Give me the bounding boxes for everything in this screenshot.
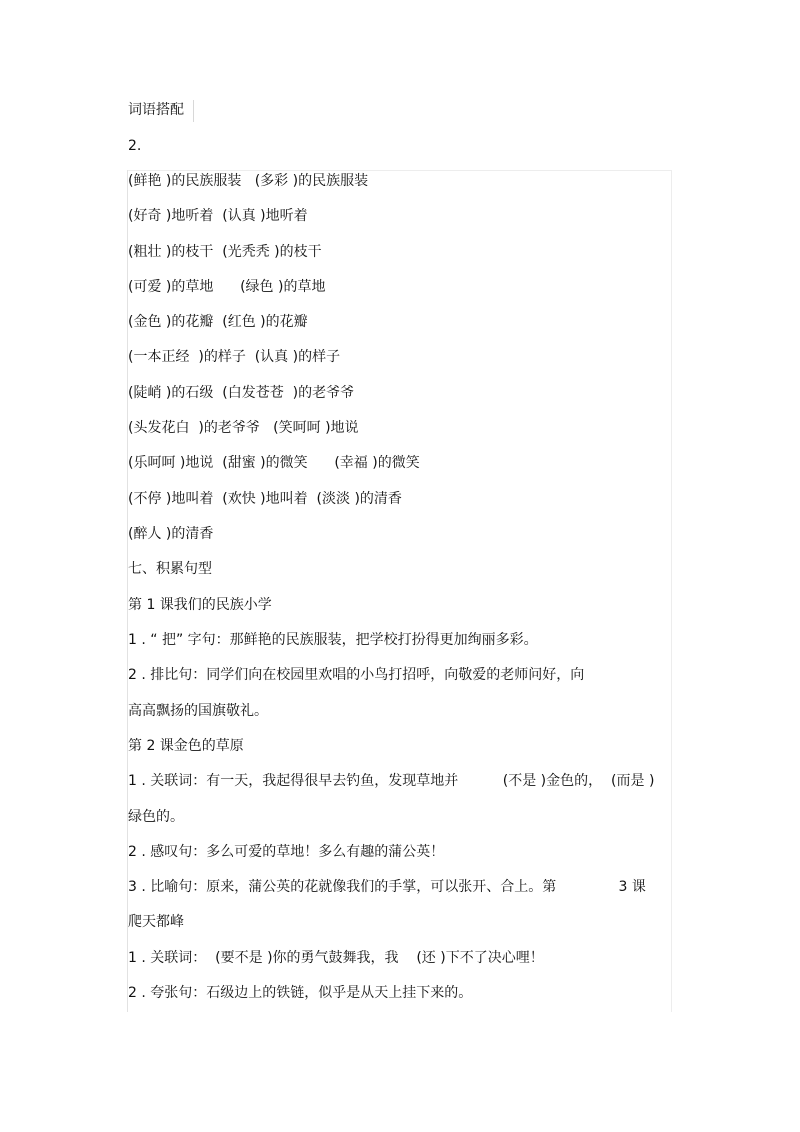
lesson-heading: 爬天都峰 [128,914,184,930]
text-line: 高高飘扬的国旗敬礼。 [128,703,268,719]
text-line: 1 . 关联词： (要不是 )你的勇气鼓舞我，我 (还 )下不了决心哩！ [128,950,544,966]
text-line: 1 . 关联词：有一天，我起得很早去钓鱼，发现草地并 (不是 )金色的， (而是 ) [128,773,655,789]
heading-divider [193,100,194,122]
text-line: 2 . 排比句：同学们向在校园里欢唱的小鸟打招呼，向敬爱的老师问好，向 [128,667,585,683]
section-heading: 词语搭配 [128,102,184,118]
text-line: 1 . “ 把” 字句：那鲜艳的民族服装，把学校打扮得更加绚丽多彩。 [128,632,538,648]
text-line: (好奇 )地听着 (认真 )地听着 [128,208,308,224]
section-heading: 七、积累句型 [128,561,212,577]
text-line: (陡峭 )的石级 (白发苍苍 )的老爷爷 [128,385,355,401]
text-line: 2 . 夸张句：石级边上的铁链，似乎是从天上挂下来的。 [128,985,473,1001]
text-line: (金色 )的花瓣 (红色 )的花瓣 [128,314,308,330]
text-line: (头发花白 )的老爷爷 (笑呵呵 )地说 [128,420,359,436]
text-line: (不停 )地叫着 (欢快 )地叫着 (淡淡 )的清香 [128,491,402,507]
text-line: 绿色的。 [128,809,184,825]
text-line: 2. [128,138,142,154]
table-border-top [127,170,672,171]
lesson-heading: 第 1 课我们的民族小学 [128,597,272,613]
text-line: (醉人 )的清香 [128,526,214,542]
text-line: (可爱 )的草地 (绿色 )的草地 [128,279,326,295]
text-line: 3 . 比喻句：原来，蒲公英的花就像我们的手掌，可以张开、合上。第 3 课 [128,879,646,895]
text-line: (鲜艳 )的民族服装 (多彩 )的民族服装 [128,173,369,189]
table-border-right [671,170,672,1012]
text-line: (一本正经 )的样子 (认真 )的样子 [128,349,341,365]
lesson-heading: 第 2 课金色的草原 [128,738,244,754]
text-line: (粗壮 )的枝干 (光秃秃 )的枝干 [128,244,322,260]
text-line: 2 . 感叹句：多么可爱的草地！多么有趣的蒲公英！ [128,844,445,860]
text-line: (乐呵呵 )地说 (甜蜜 )的微笑 (幸福 )的微笑 [128,455,420,471]
